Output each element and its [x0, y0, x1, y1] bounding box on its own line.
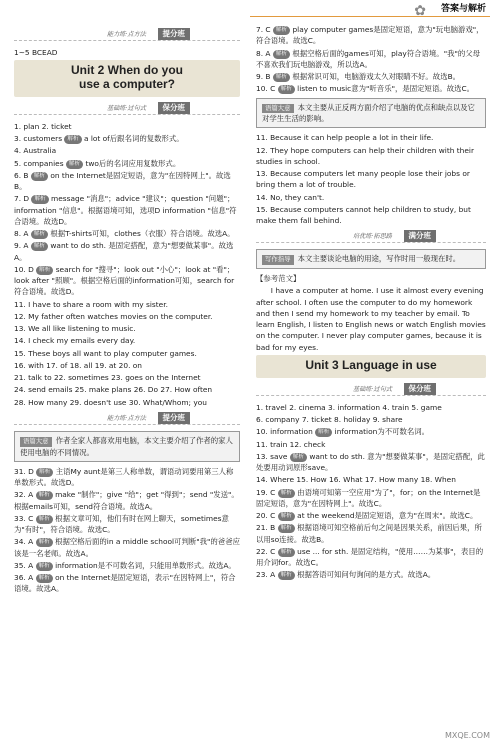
right-answer-list: [256, 24, 486, 95]
analysis-tag: 解析: [278, 571, 295, 580]
analysis-text: want to do sth. 是固定搭配，意为"想要做某事"。故选A。: [14, 241, 234, 262]
answer-key: 20. C: [256, 511, 278, 521]
answer-item: [256, 24, 486, 47]
footer-watermark: MXQE.COM: [444, 730, 490, 740]
header-rule: [250, 16, 490, 17]
answer-item: [14, 228, 240, 239]
section-bar-5-tag: 保分班: [404, 383, 437, 395]
analysis-tag: 解析: [273, 26, 290, 35]
answer-item: 11. Because it can help people a lot in their life.: [256, 133, 434, 143]
answer-item: 1. plan 2. ticket: [14, 121, 72, 131]
passage-summary-text: 本文主要从正反两方面介绍了电脑的优点和缺点以及它对学生生活的影响。: [262, 102, 475, 124]
answer-item: [14, 536, 240, 559]
analysis-text: 根据常识可知，电脑游戏太久对眼睛不好。故选B。: [290, 72, 461, 81]
answer-key: 33. C: [14, 513, 36, 523]
answer-item: 1. travel 2. cinema 3. information 4. train 5. game: [256, 402, 442, 412]
answer-key: 10. D: [14, 264, 37, 274]
answer-key: 21. B: [256, 523, 278, 533]
analysis-text: a lot of后跟名词的复数形式。: [81, 134, 184, 144]
left-column: [14, 24, 240, 596]
answer-line: 1~5 BCEAD: [14, 48, 58, 57]
answer-key: 8. A: [14, 229, 31, 239]
answer-item: [14, 489, 240, 512]
answer-item: 14. No, they can't.: [256, 192, 325, 202]
answer-key: 32. A: [14, 490, 36, 500]
answer-item: [256, 522, 486, 545]
analysis-text: want to do sth. 意为"想要做某事"，是固定搭配，此处要用动词原形save。: [256, 451, 485, 473]
answer-key: 13. save: [256, 451, 290, 461]
analysis-text: two后的名词应用复数形式。: [83, 158, 181, 168]
writing-guide-tag: 写作指导: [262, 255, 294, 265]
section-bar-5: [256, 382, 486, 397]
analysis-text: 根据T-shirts可知，clothes（衣服）符合语境。故选A。: [48, 229, 235, 239]
analysis-tag: 解析: [278, 512, 295, 521]
analysis-text: play computer games是固定短语，意为"玩电脑游戏"，符合语境。故选C。: [256, 25, 484, 46]
analysis-tag: 解析: [66, 160, 83, 169]
answer-item: [14, 193, 240, 227]
section-bar-4: [256, 229, 486, 244]
analysis-tag: 解析: [64, 135, 81, 144]
answer-item: 6. company 7. ticket 8. holiday 9. share: [256, 415, 403, 425]
passage-summary-tag: 语篇大意: [20, 437, 52, 447]
analysis-tag: 解析: [31, 242, 48, 251]
answer-key: 23. A: [256, 570, 278, 580]
answer-item: 16. with 17. of 18. all 19. at 20. on: [14, 360, 142, 370]
analysis-tag: 解析: [36, 491, 53, 500]
answer-item: [14, 133, 240, 144]
answer-item: [14, 466, 240, 489]
answer-key: 31. D: [14, 466, 37, 476]
answer-key: 10. information: [256, 427, 316, 437]
answer-item: [256, 71, 486, 82]
analysis-tag: 解析: [36, 538, 53, 547]
section-bar-5-label: 基础练·过句式: [352, 385, 392, 393]
answer-item: [14, 170, 240, 193]
answer-item: [14, 264, 240, 298]
answer-key: 34. A: [14, 537, 36, 547]
answer-key: 7. D: [14, 194, 32, 204]
analysis-tag: 解析: [36, 468, 53, 477]
answer-item: [14, 158, 240, 169]
analysis-tag: 解析: [31, 195, 48, 204]
unit3-title-box: [256, 355, 486, 378]
right-answer-list-2: [256, 132, 486, 226]
section-bar-3-label: 能力练·点方法: [106, 414, 146, 422]
answer-key: 36. A: [14, 573, 36, 583]
answer-item: 13. Because computers let many people lose their jobs or bring them a lot of trouble.: [256, 169, 470, 190]
section-bar-1: [14, 27, 240, 42]
answer-key: 10. C: [256, 84, 278, 94]
analysis-tag: 解析: [36, 266, 53, 275]
section-bar-1-label: 能力练·点方法: [106, 31, 146, 38]
answer-item: 15. These boys all want to play computer games.: [14, 348, 197, 358]
analysis-tag: 解析: [315, 428, 332, 437]
writing-guide-box: [256, 249, 486, 269]
analysis-text: use ... for sth. 是固定结构，"使用……为某事"，表目的用介词for。故选C。: [256, 546, 484, 568]
answer-item: [256, 546, 486, 569]
analysis-tag: 解析: [278, 85, 295, 94]
answer-item: 21. talk to 22. sometimes 23. goes on the Internet: [14, 373, 201, 383]
answer-key: 22. C: [256, 546, 278, 556]
analysis-tag: 解析: [278, 548, 295, 557]
analysis-text: message "消息"；advice "建议"；question "问题"；information "信息"。根据语境可知，选项D information "信息"符合语境。故选D。: [14, 194, 237, 226]
essay-paragraph: I have a computer at home. I use it almost every evening after school. I often use the computer to do my homework and then I send my homework to my teacher by email. To learn English, I listen to English news or watch English movies on the computer. I never play computer games, because it is bad for my eyes.: [256, 286, 486, 352]
analysis-tag: 解析: [36, 562, 53, 571]
section-bar-4-label: 培优练·拓思路: [352, 233, 392, 241]
answer-item: 13. We all like listening to music.: [14, 324, 136, 334]
page-header: [0, 0, 500, 26]
analysis-text: listen to music意为"听音乐"，是固定短语。故选C。: [294, 84, 475, 94]
answer-key: 9. B: [256, 72, 273, 81]
analysis-text: 根据答语可知问句询问的是方式。故选A。: [294, 570, 436, 580]
analysis-text: information是不可数名词，只能用单数形式。故选A。: [52, 560, 236, 570]
answer-item: [256, 48, 486, 71]
analysis-text: search for "搜寻"；look out "小心"；look at "看"；look after "照顾"。根据空格后面的information可知，search for符合语境。故选D。: [14, 264, 235, 297]
analysis-text: at the weekend是固定短语，意为"在周末"。故选C。: [294, 511, 478, 521]
answer-item: 11. I have to share a room with my sister.: [14, 299, 168, 309]
section-rule: [14, 424, 240, 425]
section-bar-2-tag: 保分班: [158, 102, 191, 114]
analysis-tag: 解析: [273, 73, 290, 82]
answer-item: [14, 560, 240, 571]
answer-item: 11. train 12. check: [256, 439, 326, 449]
answer-item: 12. They hope computers can help their children with their studies in school.: [256, 145, 474, 166]
analysis-tag: 解析: [278, 489, 295, 498]
unit2-title-box: [14, 60, 240, 97]
right-column: [256, 24, 486, 582]
analysis-text: on the Internet是固定短语，意为"在因特网上"。故选B。: [14, 170, 231, 192]
section-bar-3-tag: 提分班: [158, 412, 191, 424]
answer-item: 15. Because computers cannot help children to study, but make them fall behind.: [256, 204, 471, 226]
answer-item: [256, 569, 486, 580]
answer-key: 8. A: [256, 48, 273, 58]
answer-key: 6. B: [14, 170, 31, 180]
analysis-text: 根据空格后面的games可知，play符合语境。"我"的父母不喜欢我们玩电脑游戏，所以选A。: [256, 48, 481, 69]
analysis-text: 根据空格后面的in a middle school可判断"我"的爸爸应该是一名老师。故选A。: [14, 537, 240, 558]
passage-summary-tag: 语篇大意: [262, 104, 294, 114]
section-rule: [14, 114, 240, 115]
answer-item: 14. I check my emails every day.: [14, 336, 136, 346]
right-answer-list-3: [256, 402, 486, 581]
answer-key: 9. A: [14, 241, 31, 251]
analysis-tag: 解析: [36, 515, 53, 524]
section-bar-2: [14, 101, 240, 116]
section-rule: [14, 40, 240, 41]
flower-decoration-icon: ✿: [414, 3, 426, 19]
passage-summary-text: 作者全家人都喜欢用电脑，本文主要介绍了作者的家人使用电脑的不同情况。: [20, 435, 233, 457]
answer-item: 12. My father often watches movies on the computer.: [14, 311, 213, 321]
analysis-tag: 解析: [290, 453, 307, 462]
passage-summary-box: [14, 431, 240, 462]
answer-item: [14, 240, 240, 263]
analysis-text: on the Internet是固定短语，表示"在因特网上"，符合语境。故选A。: [14, 573, 236, 594]
left-answer-list: [14, 121, 240, 408]
analysis-text: 根据语境可知空格前后句之间是因果关系，前因后果，所以用so连接。故选B。: [256, 523, 482, 544]
unit2-title-line2: use a computer?: [78, 77, 176, 92]
unit2-title-line1: Unit 2 When do you: [71, 63, 183, 78]
answer-item: 24. send emails 25. make plans 26. Do 27. How often: [14, 385, 213, 395]
analysis-tag: 解析: [36, 574, 53, 583]
section-bar-4-tag: 满分班: [404, 230, 437, 242]
left-answer-list-2: [14, 466, 240, 595]
answer-key: 35. A: [14, 560, 36, 570]
analysis-tag: 解析: [31, 172, 48, 181]
section-bar-2-label: 基础练·过句式: [106, 104, 146, 112]
analysis-text: 主语My aunt是第三人称单数，谓语动词要用第三人称单数形式。故选D。: [14, 466, 234, 488]
answer-item: [256, 426, 486, 437]
analysis-text: make "制作"；give "给"；get "得到"；send "发送"。根据emails可知，send符合语境。故选A。: [14, 490, 239, 511]
answer-key: 19. C: [256, 487, 278, 497]
analysis-tag: 解析: [31, 230, 48, 239]
answer-item: 4. Australia: [14, 146, 57, 156]
passage-summary-box: [256, 98, 486, 129]
answer-item: [14, 572, 240, 595]
section-bar-3: [14, 411, 240, 426]
analysis-text: 根据文章可知，他们有时在网上聊天，sometimes意为"有时"，符合语境。故选C。: [14, 513, 229, 535]
essay-heading: 【参考范文】: [256, 274, 301, 284]
answer-item: [256, 510, 486, 521]
analysis-text: information为不可数名词。: [332, 427, 430, 437]
analysis-text: 由语境可知第一空应用"为了"，for；on the Internet是固定短语，意为"在因特网上"。故选C。: [256, 487, 481, 508]
answer-key: 5. companies: [14, 158, 66, 168]
analysis-tag: 解析: [278, 524, 295, 533]
section-rule: [256, 242, 486, 243]
answer-item: 14. Where 15. How 16. What 17. How many 18. When: [256, 475, 456, 485]
answer-item: [256, 83, 486, 94]
section-rule: [256, 395, 486, 396]
answer-item: 28. How many 29. doesn't use 30. What/Whom; you: [14, 397, 207, 407]
answer-item: [14, 513, 240, 536]
answer-key: 7. C: [256, 25, 273, 34]
page-header-title: 答案与解析: [440, 4, 486, 14]
unit3-title: Unit 3 Language in use: [305, 357, 437, 372]
writing-guide-text: 本文主要谈论电脑的用途，写作时用一般现在时。: [297, 254, 461, 264]
section-bar-1-tag: 提分班: [158, 28, 191, 40]
answer-key: 3. customers: [14, 134, 65, 144]
answer-item: [256, 451, 486, 474]
answer-item: [256, 487, 486, 510]
analysis-tag: 解析: [273, 50, 290, 59]
